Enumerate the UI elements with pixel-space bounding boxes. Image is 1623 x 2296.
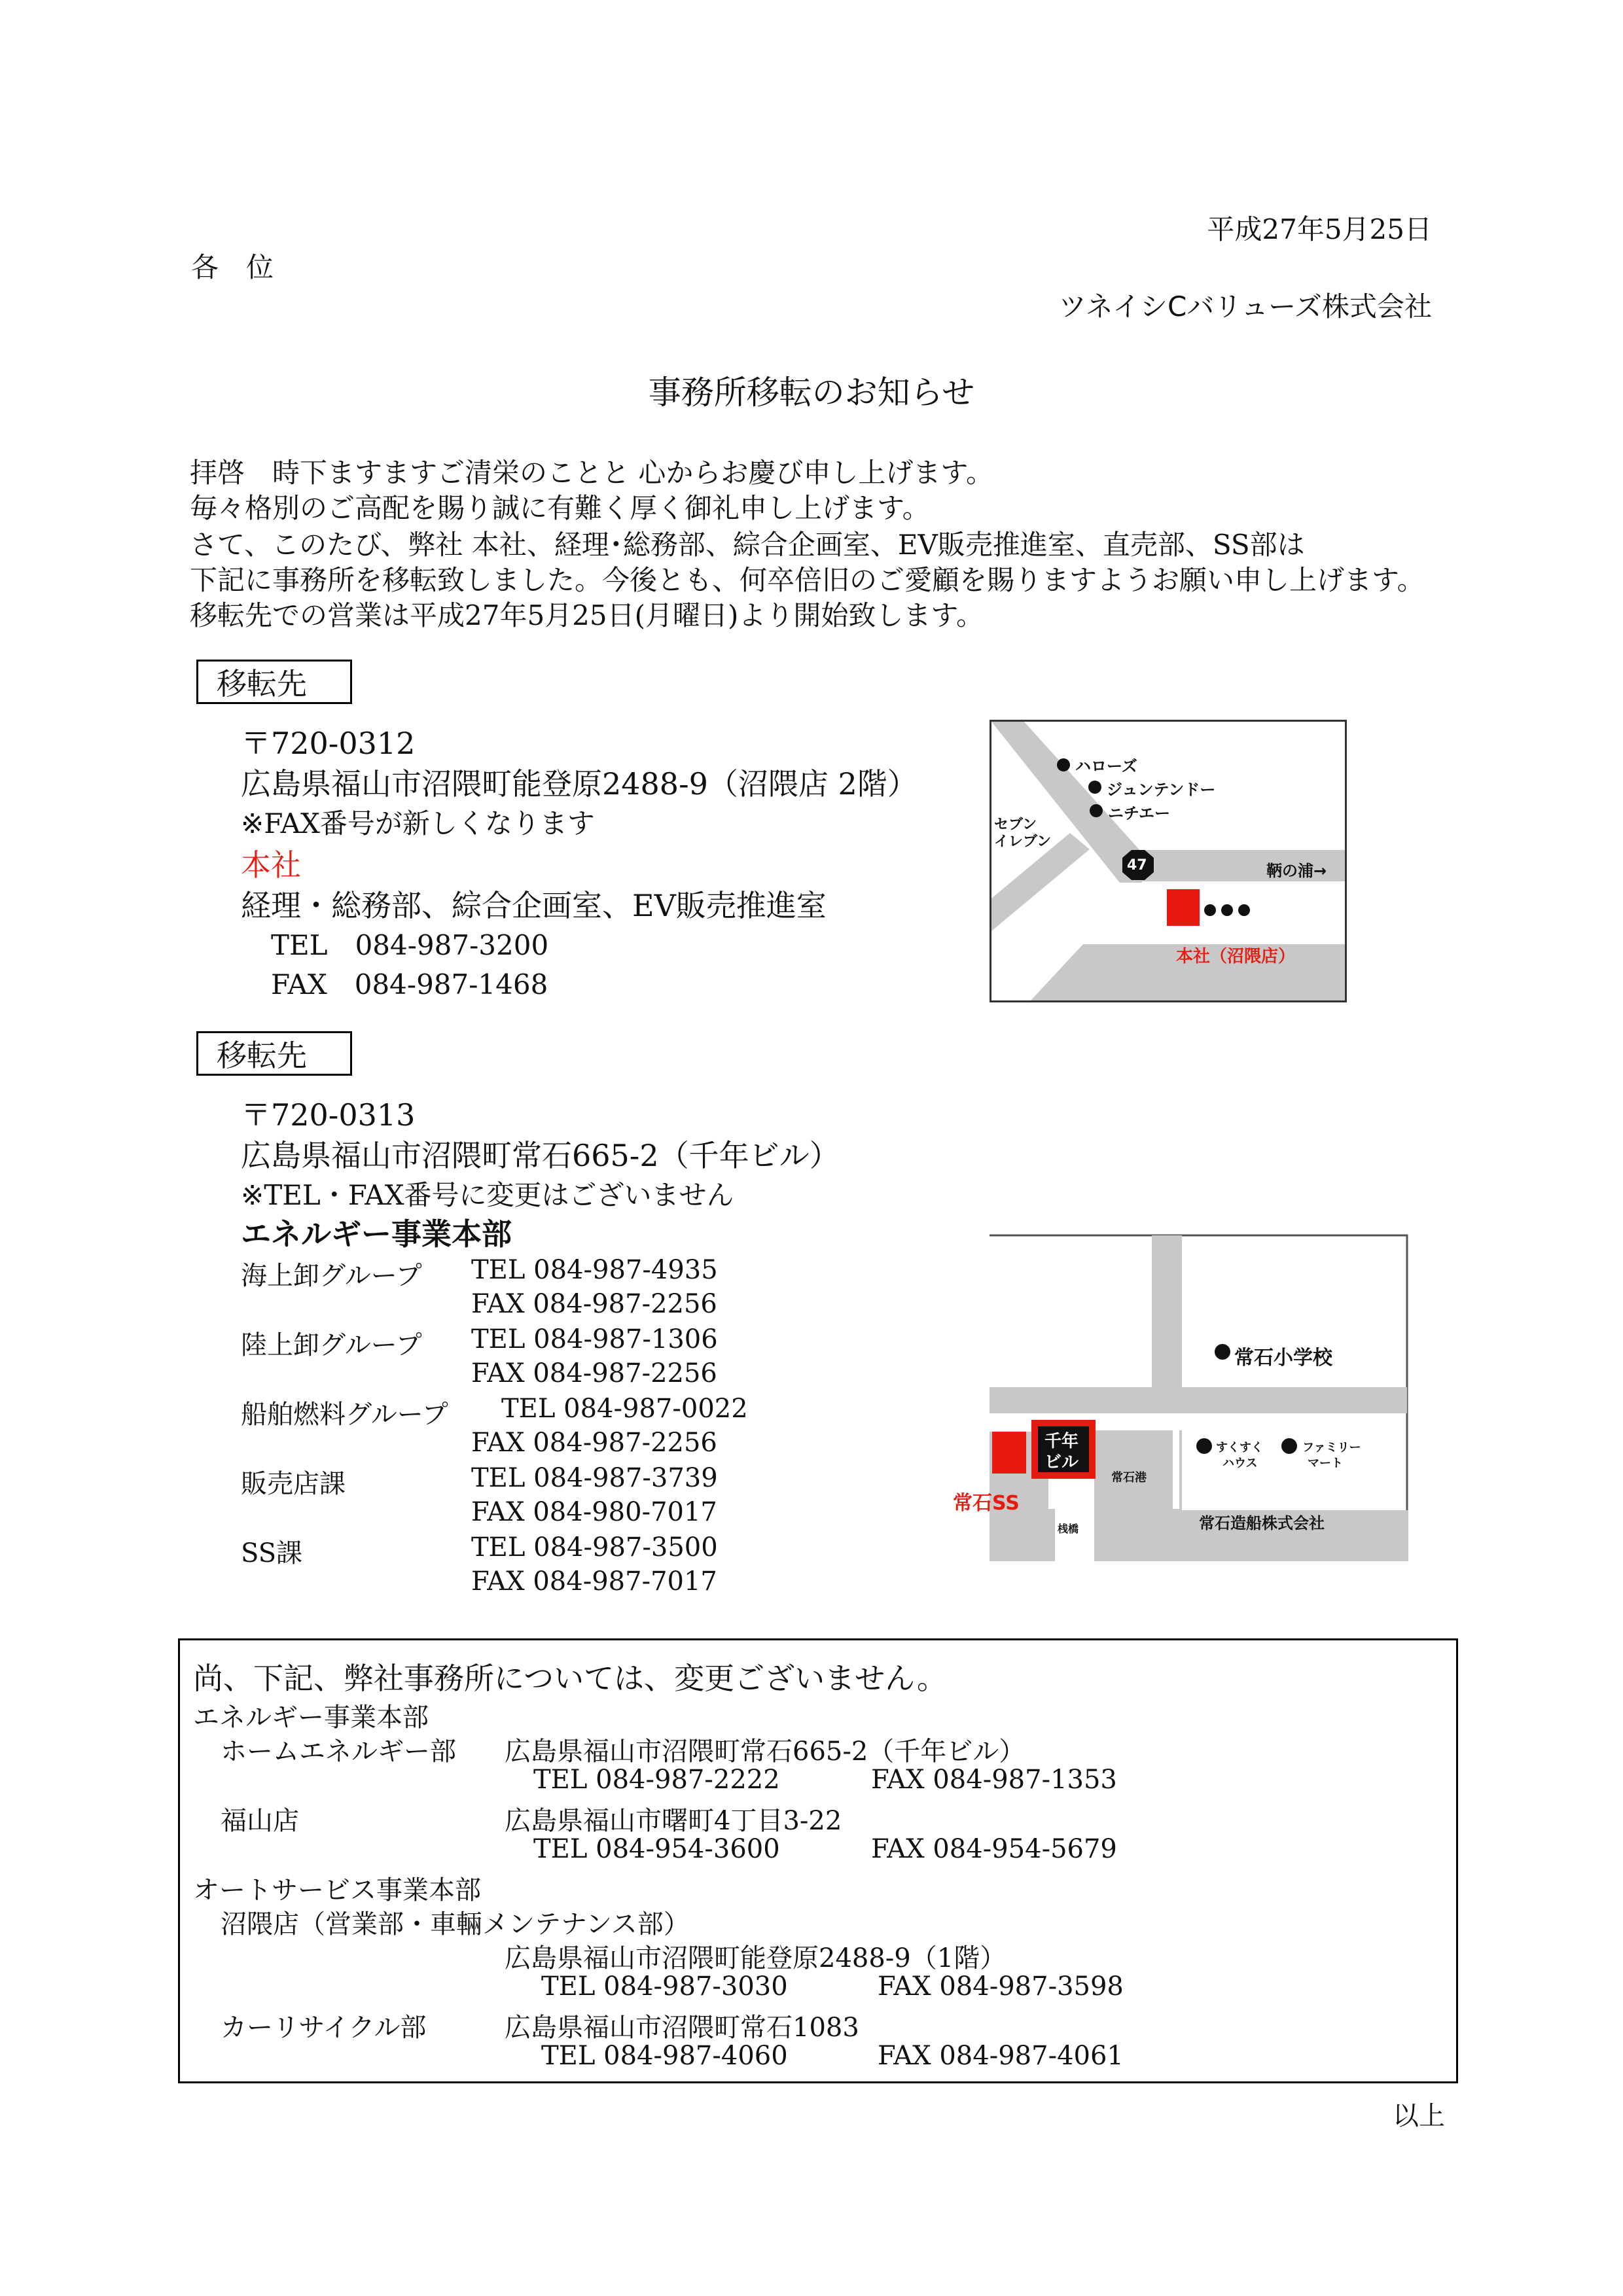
group-tel: TEL 084-987-3500 — [471, 1532, 718, 1563]
section1-label-box — [196, 660, 352, 704]
map-label-building2: ビル — [1044, 1453, 1079, 1472]
office-address: 広島県福山市曙町4丁目3-22 — [505, 1806, 842, 1836]
office-fax: FAX 084-954-5679 — [871, 1834, 1117, 1864]
poi-marker — [1088, 781, 1101, 794]
office-name: カーリサイクル部 — [221, 2013, 427, 2043]
office-name: ホームエネルギー部 — [221, 1737, 456, 1767]
notice-heading: 尚、下記、弊社事務所については、変更ございません。 — [193, 1661, 947, 1696]
intro-line: 毎々格別のご高配を賜り誠に有難く厚く御礼申し上げます。 — [190, 492, 930, 524]
map-label-sukusuku2: ハウス — [1222, 1457, 1258, 1470]
head-office-marker — [1167, 889, 1200, 926]
section1-note: ※FAX番号が新しくなります — [241, 807, 595, 839]
section1-tel: TEL 084-987-3200 — [271, 929, 549, 961]
poi-marker — [1221, 904, 1233, 916]
group-name: SS課 — [241, 1538, 303, 1568]
map-label-sukusuku1: すくすく — [1216, 1441, 1263, 1455]
poi-marker — [1204, 904, 1216, 916]
section2-division: エネルギー事業本部 — [241, 1216, 512, 1252]
group-fax: FAX 084-987-2256 — [471, 1289, 717, 1319]
office-address: 広島県福山市沼隈町能登原2488-9（1階） — [505, 1943, 1007, 1973]
map-label-ss: 常石SS — [953, 1492, 1020, 1515]
group-fax: FAX 084-987-2256 — [471, 1428, 717, 1458]
map-head-office — [990, 720, 1347, 1002]
poi-marker — [1238, 904, 1250, 916]
group-fax: FAX 084-987-7017 — [471, 1566, 717, 1597]
poi-marker — [1057, 758, 1070, 771]
poi-marker — [1215, 1344, 1230, 1360]
map-label-school: 常石小学校 — [1234, 1347, 1332, 1369]
unchanged-offices-box — [178, 1638, 1458, 2083]
poi-marker — [1090, 804, 1103, 817]
office-fax: FAX 084-987-4061 — [878, 2041, 1124, 2071]
map-label-seven2: イレブン — [994, 834, 1052, 850]
document-date: 平成27年5月25日 — [1207, 213, 1432, 245]
company-name: ツネイシCバリューズ株式会社 — [1058, 291, 1432, 323]
map-road — [990, 1387, 1407, 1413]
section1-fax: FAX 084-987-1468 — [271, 968, 548, 1000]
group-name: 販売店課 — [241, 1469, 346, 1499]
intro-line: 移転先での営業は平成27年5月25日(月曜日)より開始致します。 — [190, 599, 984, 631]
map-block — [1179, 1430, 1182, 1510]
addressee: 各 位 — [191, 251, 274, 283]
office-tel: TEL 084-987-4060 — [541, 2041, 788, 2071]
section2-note: ※TEL・FAX番号に変更はございません — [241, 1179, 734, 1211]
notice-energy-division: エネルギー事業本部 — [193, 1703, 429, 1733]
section1-address: 広島県福山市沼隈町能登原2488-9（沼隈店 2階） — [241, 766, 918, 802]
section2-label-box — [196, 1031, 352, 1076]
group-tel: TEL 084-987-3739 — [471, 1463, 718, 1493]
group-name: 海上卸グループ — [241, 1261, 422, 1291]
section2-address: 広島県福山市沼隈町常石665-2（千年ビル） — [241, 1138, 840, 1173]
intro-line: 拝啓 時下ますますご清栄のことと 心からお慶び申し上げます。 — [190, 457, 993, 489]
notice-auto-division: オートサービス事業本部 — [193, 1875, 481, 1905]
map-label-route: 47 — [1127, 857, 1147, 874]
map-label-tsuneishi-ko: 常石港 — [1111, 1471, 1147, 1485]
intro-line: 下記に事務所を移転致しました。今後とも、何卒倍旧のご愛顧を賜りますようお願い申し上げます。 — [190, 564, 1425, 596]
page-title: 事務所移転のお知らせ — [648, 374, 975, 412]
map-block — [1094, 1430, 1173, 1561]
office-name: 沼隈店（営業部・車輛メンテナンス部） — [221, 1909, 690, 1939]
map-label-family1: ファミリー — [1302, 1441, 1361, 1455]
ss-marker — [992, 1432, 1026, 1474]
map-label-building1: 千年 — [1044, 1432, 1079, 1451]
group-tel: TEL 084-987-4935 — [471, 1255, 718, 1285]
section1-departments: 経理・総務部、綜合企画室、EV販売推進室 — [241, 888, 827, 923]
office-tel: TEL 084-954-3600 — [533, 1834, 780, 1864]
map-label-seven1: セブン — [994, 817, 1037, 833]
map-label-toward: 鞆の浦→ — [1266, 862, 1327, 880]
group-tel: TEL 084-987-0022 — [501, 1394, 748, 1424]
group-fax: FAX 084-980-7017 — [471, 1497, 717, 1527]
section2-postal: 〒720-0313 — [241, 1097, 416, 1133]
office-fax: FAX 084-987-1353 — [871, 1765, 1117, 1795]
section1-postal: 〒720-0312 — [241, 726, 416, 761]
map-label-honsha: 本社（沼隈店） — [1176, 947, 1296, 966]
map-label-zosen: 常石造船株式会社 — [1199, 1514, 1325, 1532]
intro-line: さて、このたび、弊社 本社、経理･総務部、綜合企画室、EV販売推進室、直売部、SS部は — [190, 529, 1305, 561]
map-label-harose: ハローズ — [1075, 757, 1137, 775]
office-fax: FAX 084-987-3598 — [878, 1971, 1124, 2002]
map-label-nichie: ニチエー — [1108, 804, 1171, 822]
group-tel: TEL 084-987-1306 — [471, 1324, 718, 1354]
map-label-jyunten: ジュンテンドー — [1107, 781, 1216, 799]
group-name: 船舶燃料グループ — [241, 1400, 448, 1430]
poi-marker — [1196, 1438, 1212, 1454]
map-label-family2: マート — [1308, 1457, 1343, 1470]
office-tel: TEL 084-987-3030 — [541, 1971, 788, 2002]
map-label-sanbashi: 桟橋 — [1058, 1523, 1079, 1535]
map-energy-office — [953, 1235, 1410, 1563]
office-address: 広島県福山市沼隈町常石665-2（千年ビル） — [505, 1737, 1026, 1767]
group-name: 陸上卸グループ — [241, 1330, 422, 1360]
closing-word: 以上 — [1393, 2101, 1445, 2131]
group-fax: FAX 084-987-2256 — [471, 1358, 717, 1388]
office-tel: TEL 084-987-2222 — [533, 1765, 780, 1795]
section2-label: 移転先 — [217, 1038, 307, 1073]
office-name: 福山店 — [221, 1806, 299, 1836]
office-address: 広島県福山市沼隈町常石1083 — [505, 2013, 859, 2043]
poi-marker — [1281, 1438, 1297, 1454]
section1-label: 移転先 — [217, 666, 307, 701]
section1-office: 本社 — [241, 847, 301, 883]
map-road — [1152, 1235, 1182, 1407]
